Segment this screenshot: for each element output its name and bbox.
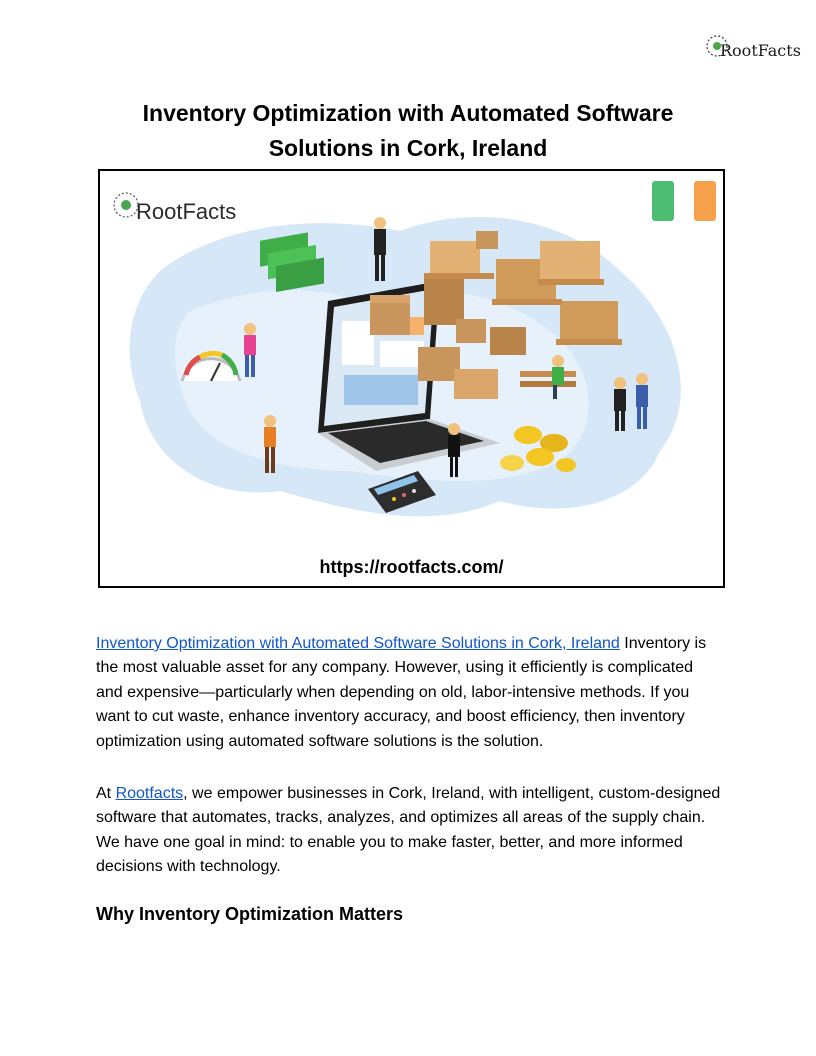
- header-logo: [706, 30, 801, 66]
- hero-logo-icon: [114, 193, 138, 217]
- section-heading: Why Inventory Optimization Matters: [96, 904, 404, 924]
- intro-text-tail: Inventory is: [619, 635, 707, 652]
- rootfacts-link[interactable]: Rootfacts: [115, 785, 184, 802]
- page-title: [96, 96, 720, 166]
- about-prefix: At: [96, 785, 116, 802]
- about-text: , we empower businesses in Cork, Ireland, with intelligent, custom-designed software that automates, tracks, analyzes, and optimizes all areas of the supply chain. We have one goal in mind: to enable you to make faster, better, and more informed decisions with technology.: [96, 785, 721, 876]
- hero-logo-text: RootFacts: [136, 199, 237, 224]
- title-line-1: Inventory Optimization with Automated Software: [142, 100, 674, 126]
- intro-paragraph: [96, 632, 724, 754]
- hero-url: https://rootfacts.com/: [319, 557, 504, 577]
- irish-flag-icon: [652, 181, 716, 221]
- about-paragraph: [96, 782, 724, 880]
- rootfacts-logo-icon: [706, 30, 801, 66]
- inventory-illustration: [100, 171, 723, 586]
- svg-text:RootFacts: RootFacts: [720, 41, 801, 60]
- title-line-2: Solutions in Cork, Ireland: [268, 135, 548, 161]
- intro-text: the most valuable asset for any company. However, using it efficiently is complicated and expensive—particularly when depending on old, labor-intensive methods. If you want to cut waste, enhance inventory accuracy, and boost efficiency, then inventory optimization using automated software solutions is the solution.: [96, 659, 694, 750]
- article-title-link[interactable]: Inventory Optimization with Automated Software Solutions in Cork, Ireland: [96, 635, 620, 652]
- hero-image: [98, 169, 725, 588]
